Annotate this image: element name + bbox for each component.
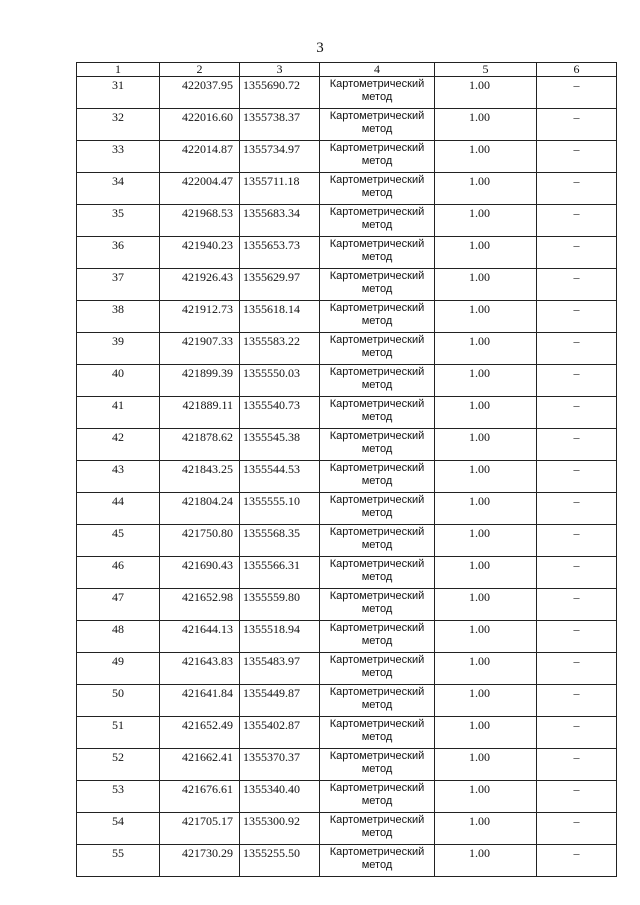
table-row [77, 653, 617, 685]
x-coordinate: 421912.73 [160, 301, 240, 333]
table-row [77, 301, 617, 333]
method-cell: Картометрический метод [320, 525, 435, 557]
point-number: 41 [77, 397, 160, 429]
accuracy-cell: 1.00 [435, 237, 537, 269]
table-row [77, 269, 617, 301]
method-cell: Картометрический метод [320, 813, 435, 845]
y-coordinate: 1355545.38 [240, 429, 320, 461]
table-row [77, 685, 617, 717]
note-cell: – [537, 173, 617, 205]
accuracy-cell: 1.00 [435, 813, 537, 845]
point-number: 49 [77, 653, 160, 685]
x-coordinate: 421652.49 [160, 717, 240, 749]
x-coordinate: 421804.24 [160, 493, 240, 525]
method-cell: Картометрический метод [320, 333, 435, 365]
table-row [77, 557, 617, 589]
x-coordinate: 422016.60 [160, 109, 240, 141]
accuracy-cell: 1.00 [435, 109, 537, 141]
method-cell: Картометрический метод [320, 749, 435, 781]
method-cell: Картометрический метод [320, 589, 435, 621]
note-cell: – [537, 845, 617, 877]
x-coordinate: 421968.53 [160, 205, 240, 237]
accuracy-cell: 1.00 [435, 397, 537, 429]
x-coordinate: 421940.23 [160, 237, 240, 269]
y-coordinate: 1355370.37 [240, 749, 320, 781]
x-coordinate: 421889.11 [160, 397, 240, 429]
point-number: 38 [77, 301, 160, 333]
x-coordinate: 421907.33 [160, 333, 240, 365]
y-coordinate: 1355255.50 [240, 845, 320, 877]
y-coordinate: 1355518.94 [240, 621, 320, 653]
note-cell: – [537, 333, 617, 365]
column-header: 2 [160, 63, 240, 77]
x-coordinate: 421644.13 [160, 621, 240, 653]
y-coordinate: 1355449.87 [240, 685, 320, 717]
y-coordinate: 1355653.73 [240, 237, 320, 269]
method-cell: Картометрический метод [320, 173, 435, 205]
table-row [77, 493, 617, 525]
method-cell: Картометрический метод [320, 269, 435, 301]
x-coordinate: 421690.43 [160, 557, 240, 589]
table-row [77, 461, 617, 493]
accuracy-cell: 1.00 [435, 781, 537, 813]
method-cell: Картометрический метод [320, 685, 435, 717]
y-coordinate: 1355583.22 [240, 333, 320, 365]
y-coordinate: 1355690.72 [240, 77, 320, 109]
point-number: 42 [77, 429, 160, 461]
note-cell: – [537, 749, 617, 781]
note-cell: – [537, 365, 617, 397]
method-cell: Картометрический метод [320, 109, 435, 141]
y-coordinate: 1355402.87 [240, 717, 320, 749]
table-row [77, 429, 617, 461]
coordinates-table [76, 62, 617, 877]
accuracy-cell: 1.00 [435, 301, 537, 333]
point-number: 55 [77, 845, 160, 877]
method-cell: Картометрический метод [320, 653, 435, 685]
y-coordinate: 1355738.37 [240, 109, 320, 141]
x-coordinate: 421730.29 [160, 845, 240, 877]
point-number: 47 [77, 589, 160, 621]
method-cell: Картометрический метод [320, 397, 435, 429]
y-coordinate: 1355559.80 [240, 589, 320, 621]
point-number: 35 [77, 205, 160, 237]
accuracy-cell: 1.00 [435, 429, 537, 461]
accuracy-cell: 1.00 [435, 141, 537, 173]
point-number: 53 [77, 781, 160, 813]
x-coordinate: 421926.43 [160, 269, 240, 301]
x-coordinate: 422004.47 [160, 173, 240, 205]
table-row [77, 173, 617, 205]
note-cell: – [537, 813, 617, 845]
column-header: 6 [537, 63, 617, 77]
accuracy-cell: 1.00 [435, 557, 537, 589]
note-cell: – [537, 557, 617, 589]
accuracy-cell: 1.00 [435, 173, 537, 205]
y-coordinate: 1355550.03 [240, 365, 320, 397]
accuracy-cell: 1.00 [435, 205, 537, 237]
note-cell: – [537, 269, 617, 301]
note-cell: – [537, 397, 617, 429]
column-header: 1 [77, 63, 160, 77]
y-coordinate: 1355683.34 [240, 205, 320, 237]
accuracy-cell: 1.00 [435, 365, 537, 397]
method-cell: Картометрический метод [320, 461, 435, 493]
note-cell: – [537, 461, 617, 493]
y-coordinate: 1355340.40 [240, 781, 320, 813]
x-coordinate: 422037.95 [160, 77, 240, 109]
y-coordinate: 1355555.10 [240, 493, 320, 525]
point-number: 43 [77, 461, 160, 493]
note-cell: – [537, 429, 617, 461]
table-row [77, 589, 617, 621]
column-header: 5 [435, 63, 537, 77]
accuracy-cell: 1.00 [435, 77, 537, 109]
x-coordinate: 421662.41 [160, 749, 240, 781]
method-cell: Картометрический метод [320, 205, 435, 237]
accuracy-cell: 1.00 [435, 493, 537, 525]
method-cell: Картометрический метод [320, 845, 435, 877]
note-cell: – [537, 77, 617, 109]
method-cell: Картометрический метод [320, 429, 435, 461]
y-coordinate: 1355734.97 [240, 141, 320, 173]
note-cell: – [537, 717, 617, 749]
y-coordinate: 1355544.53 [240, 461, 320, 493]
method-cell: Картометрический метод [320, 237, 435, 269]
accuracy-cell: 1.00 [435, 717, 537, 749]
accuracy-cell: 1.00 [435, 461, 537, 493]
method-cell: Картометрический метод [320, 77, 435, 109]
y-coordinate: 1355568.35 [240, 525, 320, 557]
table-row [77, 781, 617, 813]
table-row [77, 109, 617, 141]
x-coordinate: 421750.80 [160, 525, 240, 557]
note-cell: – [537, 301, 617, 333]
y-coordinate: 1355540.73 [240, 397, 320, 429]
accuracy-cell: 1.00 [435, 653, 537, 685]
point-number: 48 [77, 621, 160, 653]
accuracy-cell: 1.00 [435, 621, 537, 653]
accuracy-cell: 1.00 [435, 845, 537, 877]
page-number: 3 [316, 40, 324, 56]
note-cell: – [537, 525, 617, 557]
column-header: 3 [240, 63, 320, 77]
accuracy-cell: 1.00 [435, 589, 537, 621]
method-cell: Картометрический метод [320, 141, 435, 173]
point-number: 32 [77, 109, 160, 141]
point-number: 52 [77, 749, 160, 781]
table-row [77, 525, 617, 557]
table-row [77, 813, 617, 845]
table-row [77, 141, 617, 173]
method-cell: Картометрический метод [320, 717, 435, 749]
x-coordinate: 421878.62 [160, 429, 240, 461]
x-coordinate: 421652.98 [160, 589, 240, 621]
y-coordinate: 1355300.92 [240, 813, 320, 845]
point-number: 31 [77, 77, 160, 109]
table-row [77, 397, 617, 429]
table-body [77, 77, 617, 877]
note-cell: – [537, 685, 617, 717]
note-cell: – [537, 653, 617, 685]
y-coordinate: 1355711.18 [240, 173, 320, 205]
point-number: 46 [77, 557, 160, 589]
table-row [77, 845, 617, 877]
y-coordinate: 1355618.14 [240, 301, 320, 333]
note-cell: – [537, 781, 617, 813]
note-cell: – [537, 141, 617, 173]
x-coordinate: 421899.39 [160, 365, 240, 397]
accuracy-cell: 1.00 [435, 333, 537, 365]
x-coordinate: 421676.61 [160, 781, 240, 813]
method-cell: Картометрический метод [320, 781, 435, 813]
point-number: 37 [77, 269, 160, 301]
accuracy-cell: 1.00 [435, 685, 537, 717]
point-number: 40 [77, 365, 160, 397]
table-row [77, 749, 617, 781]
y-coordinate: 1355483.97 [240, 653, 320, 685]
x-coordinate: 421641.84 [160, 685, 240, 717]
method-cell: Картометрический метод [320, 557, 435, 589]
method-cell: Картометрический метод [320, 301, 435, 333]
point-number: 33 [77, 141, 160, 173]
accuracy-cell: 1.00 [435, 525, 537, 557]
note-cell: – [537, 621, 617, 653]
point-number: 44 [77, 493, 160, 525]
table-row [77, 621, 617, 653]
point-number: 34 [77, 173, 160, 205]
note-cell: – [537, 109, 617, 141]
table-row [77, 365, 617, 397]
accuracy-cell: 1.00 [435, 269, 537, 301]
x-coordinate: 422014.87 [160, 141, 240, 173]
table-header [77, 63, 617, 77]
point-number: 36 [77, 237, 160, 269]
point-number: 54 [77, 813, 160, 845]
point-number: 45 [77, 525, 160, 557]
point-number: 51 [77, 717, 160, 749]
y-coordinate: 1355629.97 [240, 269, 320, 301]
y-coordinate: 1355566.31 [240, 557, 320, 589]
column-header: 4 [320, 63, 435, 77]
point-number: 50 [77, 685, 160, 717]
table-row [77, 237, 617, 269]
note-cell: – [537, 205, 617, 237]
table-row [77, 77, 617, 109]
method-cell: Картометрический метод [320, 365, 435, 397]
table-row [77, 205, 617, 237]
method-cell: Картометрический метод [320, 621, 435, 653]
point-number: 39 [77, 333, 160, 365]
method-cell: Картометрический метод [320, 493, 435, 525]
note-cell: – [537, 237, 617, 269]
x-coordinate: 421843.25 [160, 461, 240, 493]
note-cell: – [537, 589, 617, 621]
table-row [77, 333, 617, 365]
note-cell: – [537, 493, 617, 525]
table-row [77, 717, 617, 749]
x-coordinate: 421705.17 [160, 813, 240, 845]
x-coordinate: 421643.83 [160, 653, 240, 685]
accuracy-cell: 1.00 [435, 749, 537, 781]
